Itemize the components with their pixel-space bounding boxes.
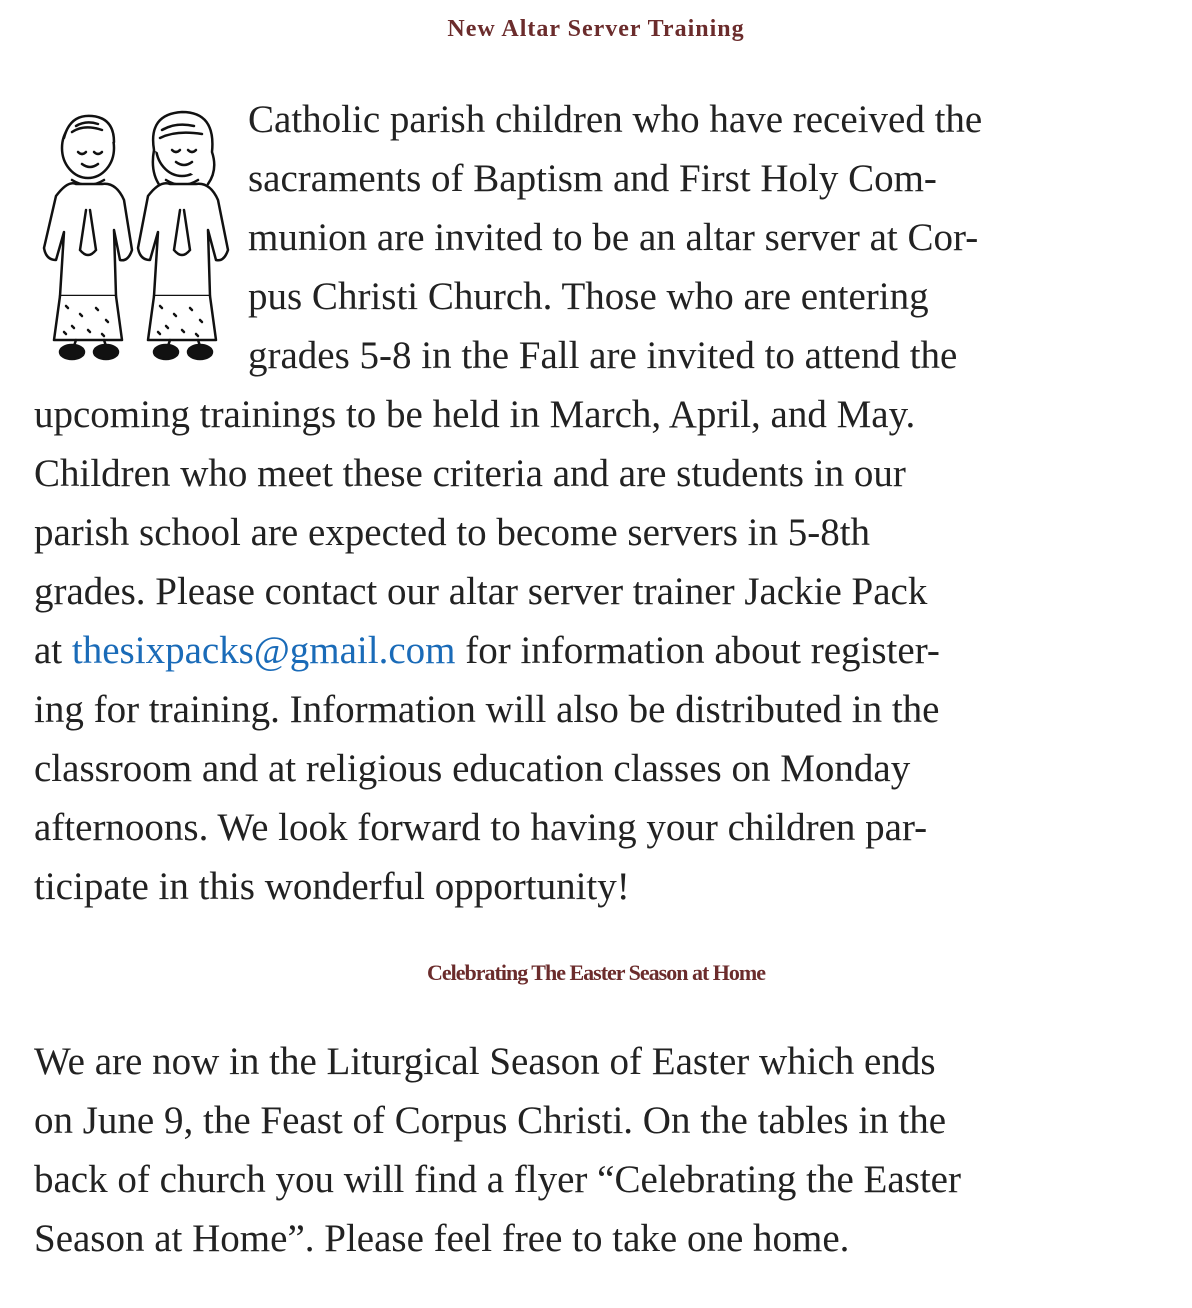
body-line: back of church you will find a flyer “Celebrating the Easter	[34, 1158, 961, 1201]
altar-servers-illustration-icon	[36, 100, 236, 364]
email-line-suffix: for information about register-	[455, 629, 940, 672]
body-line: sacraments of Baptism and First Holy Com-	[248, 157, 937, 200]
body-line: pus Christi Church. Those who are entering	[248, 275, 929, 318]
contact-email-link[interactable]: thesixpacks@gmail.com	[71, 629, 456, 672]
body-line: Catholic parish children who have received the	[248, 98, 983, 141]
body-line: Season at Home”. Please feel free to take one home.	[34, 1217, 850, 1260]
email-line	[34, 621, 940, 680]
body-line: We are now in the Liturgical Season of Easter which ends	[34, 1040, 936, 1083]
body-line: munion are invited to be an altar server at Cor-	[248, 216, 979, 259]
body-line: grades 5-8 in the Fall are invited to attend the	[248, 334, 958, 377]
easter-season-title: Celebrating The Easter Season at Home	[427, 960, 765, 985]
body-line: on June 9, the Feast of Corpus Christi. On the tables in the	[34, 1099, 947, 1142]
body-line: afternoons. We look forward to having your children par-	[34, 806, 928, 849]
body-line: classroom and at religious education classes on Monday	[34, 747, 911, 790]
body-line: grades. Please contact our altar server trainer Jackie Pack	[34, 570, 928, 613]
altar-training-title: New Altar Server Training	[447, 16, 745, 42]
body-line: parish school are expected to become servers in 5-8th	[34, 511, 871, 554]
email-line-prefix: at	[34, 629, 72, 672]
body-line: ing for training. Information will also be distributed in the	[34, 688, 940, 731]
body-line: upcoming trainings to be held in March, April, and May.	[34, 393, 916, 436]
body-line: ticipate in this wonderful opportunity!	[34, 865, 630, 908]
body-line: Children who meet these criteria and are students in our	[34, 452, 906, 495]
